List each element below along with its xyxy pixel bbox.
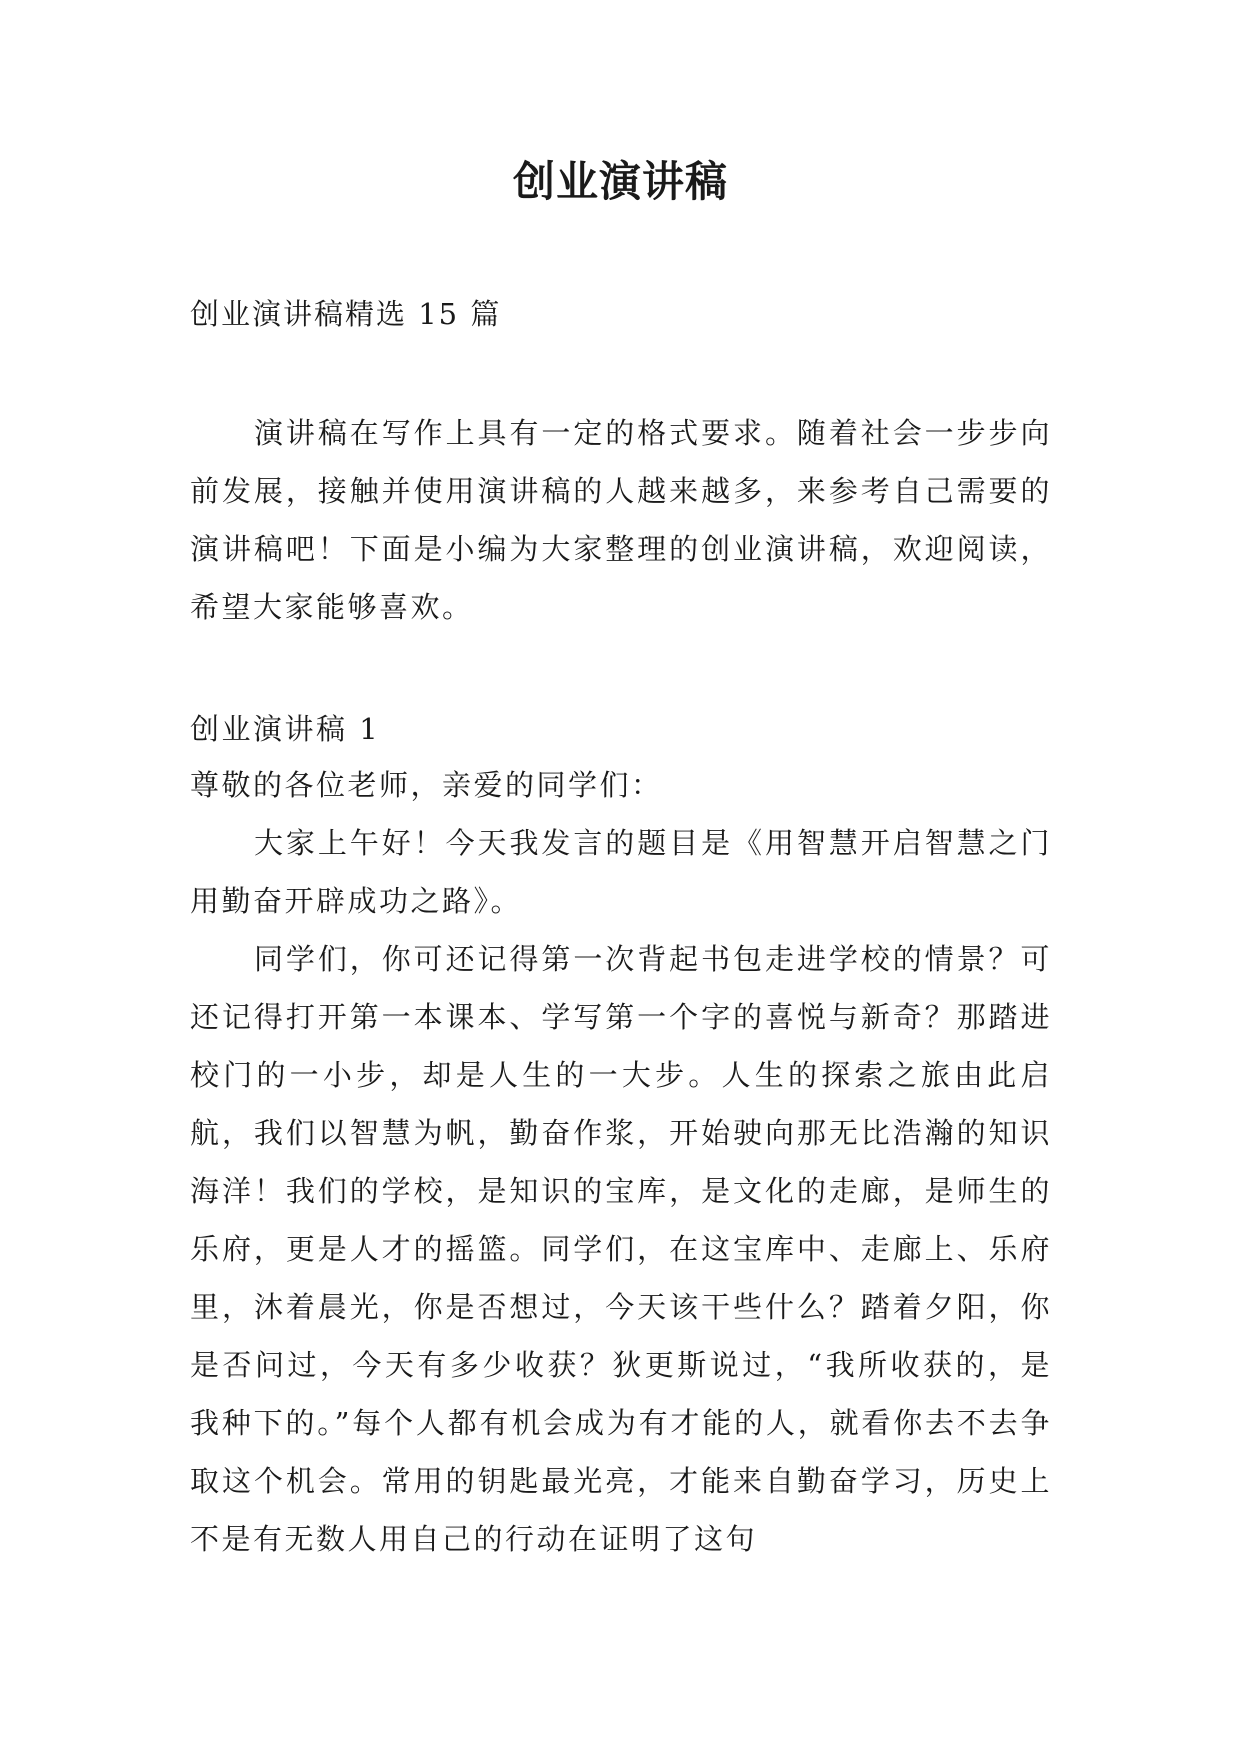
document-subtitle: 创业演讲稿精选 15 篇 [190,297,502,331]
intro-paragraph: 演讲稿在写作上具有一定的格式要求。随着社会一步步向前发展，接触并使用演讲稿的人越来越多，来参考自己需要的演讲稿吧！下面是小编为大家整理的创业演讲稿，欢迎阅读，希望大家能够喜欢。 [190,416,1052,624]
body-paragraph: 同学们，你可还记得第一次背起书包走进学校的情景？可还记得打开第一本课本、学写第一个字的喜悦与新奇？那踏进校门的一小步，却是人生的一大步。人生的探索之旅由此启航，我们以智慧为帆，勤奋作浆，开始驶向那无比浩瀚的知识海洋！我们的学校，是知识的宝库，是文化的走廊，是师生的乐府，更是人才的摇篮。同学们，在这宝库中、走廊上、乐府里，沐着晨光，你是否想过，今天该干些什么？踏着夕阳，你是否问过，今天有多少收获？狄更斯说过，“我所收获的，是我种下的。”每个人都有机会成为有才能的人，就看你去不去争取这个机会。常用的钥匙最光亮，才能来自勤奋学习，历史上不是有无数人用自己的行动在证明了这句 [190,942,1052,1556]
salutation: 尊敬的各位老师，亲爱的同学们： [190,768,663,802]
section-heading: 创业演讲稿 1 [190,712,381,746]
body-paragraph: 大家上午好！今天我发言的题目是《用智慧开启智慧之门用勤奋开辟成功之路》。 [190,826,1052,918]
document-title: 创业演讲稿 [512,157,728,206]
